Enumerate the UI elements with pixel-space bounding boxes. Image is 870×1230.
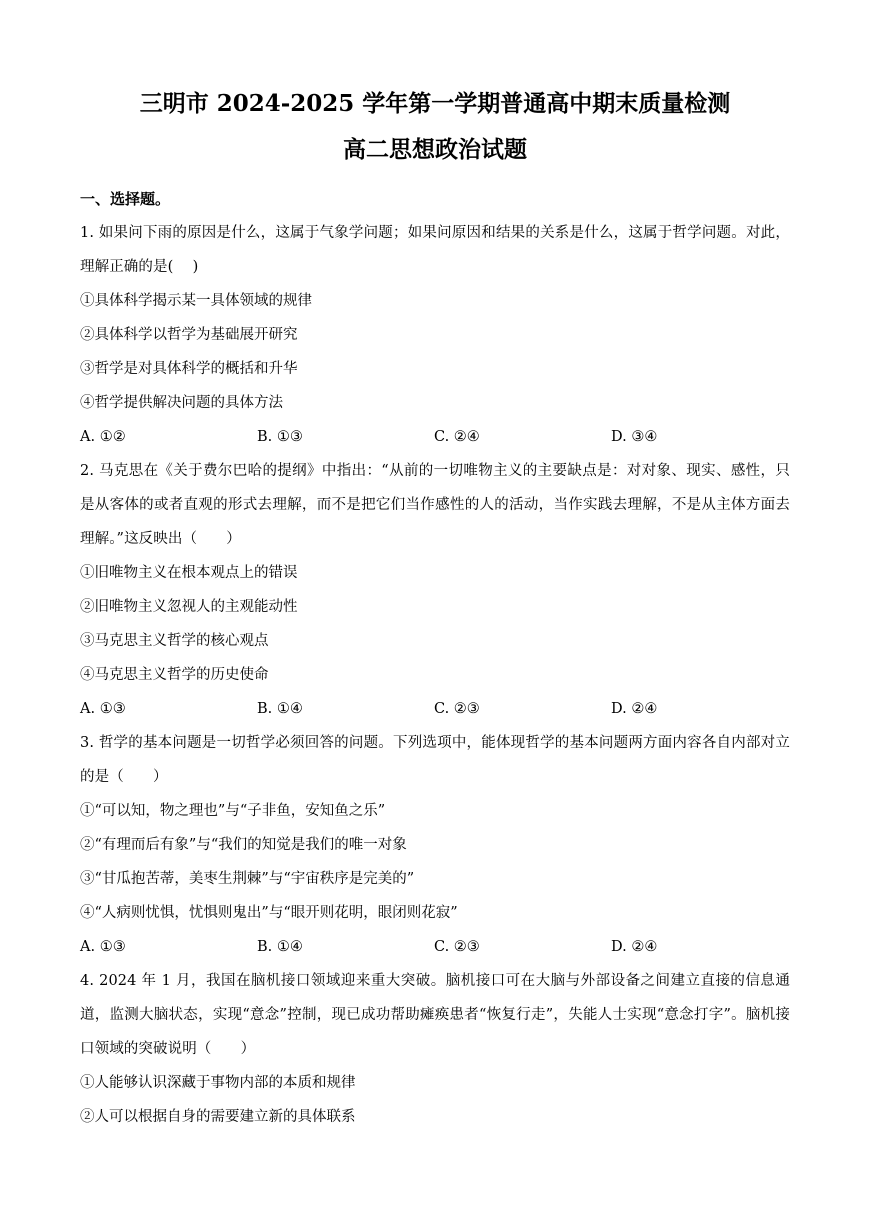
answer-choices — [80, 930, 790, 964]
choice-b: B. ①③ — [257, 429, 303, 445]
choice-b: B. ①④ — [257, 939, 303, 955]
statement-2: ②人可以根据自身的需要建立新的具体联系 — [80, 1109, 356, 1125]
statement-2: ②具体科学以哲学为基础展开研究 — [80, 327, 298, 343]
statement-1: ①具体科学揭示某一具体领域的规律 — [80, 293, 312, 309]
statement-2: ②“有理而后有象”与“我们的知觉是我们的唯一对象 — [80, 837, 407, 853]
answer-choices — [80, 420, 790, 454]
question-2 — [80, 454, 790, 726]
section-heading: 一、选择题。 — [80, 190, 171, 208]
statement-1: ①“可以知，物之理也”与“子非鱼，安知鱼之乐” — [80, 803, 386, 819]
statement-3: ③哲学是对具体科学的概括和升华 — [80, 361, 298, 377]
statement-4: ④“人病则忧惧，忧惧则鬼出”与“眼开则花明，眼闭则花寂” — [80, 905, 458, 921]
question-stem: 1. 如果问下雨的原因是什么，这属于气象学问题；如果问原因和结果的关系是什么，这属于哲学问题。对此，理解正确的是( ) — [80, 225, 790, 275]
statement-1: ①旧唯物主义在根本观点上的错误 — [80, 565, 298, 581]
statement-3: ③“甘瓜抱苦蒂，美枣生荆棘”与“宇宙秩序是完美的” — [80, 871, 415, 887]
statement-4: ④哲学提供解决问题的具体方法 — [80, 395, 283, 411]
choice-b: B. ①④ — [257, 701, 303, 717]
statement-3: ③马克思主义哲学的核心观点 — [80, 633, 269, 649]
choice-c: C. ②④ — [434, 429, 480, 445]
answer-choices — [80, 692, 790, 726]
choice-a: A. ①③ — [80, 939, 126, 955]
statement-1: ①人能够认识深藏于事物内部的本质和规律 — [80, 1075, 356, 1091]
statement-4: ④马克思主义哲学的历史使命 — [80, 667, 269, 683]
question-1 — [80, 216, 790, 454]
question-3 — [80, 726, 790, 964]
choice-a: A. ①② — [80, 429, 126, 445]
statement-2: ②旧唯物主义忽视人的主观能动性 — [80, 599, 298, 615]
choice-d: D. ②④ — [611, 939, 658, 955]
question-stem: 2. 马克思在《关于费尔巴哈的提纲》中指出：“从前的一切唯物主义的主要缺点是：对对象、现实、感性，只是从客体的或者直观的形式去理解，而不是把它们当作感性的人的活动，当作实践去理解，不是从主体方面去理解。”这反映出（ ） — [80, 463, 790, 547]
choice-d: D. ②④ — [611, 701, 658, 717]
exam-title-line1: 三明市 2024-2025 学年第一学期普通高中期末质量检测 — [139, 90, 731, 117]
choice-a: A. ①③ — [80, 701, 126, 717]
question-stem: 4. 2024 年 1 月，我国在脑机接口领域迎来重大突破。脑机接口可在大脑与外部设备之间建立直接的信息通道，监测大脑状态，实现“意念”控制，现已成功帮助瘫痪患者“恢复行走”，失能人士实现“意念打字”。脑机接口领域的突破说明（ ） — [80, 973, 790, 1057]
choice-d: D. ③④ — [611, 429, 658, 445]
question-stem: 3. 哲学的基本问题是一切哲学必须回答的问题。下列选项中，能体现哲学的基本问题两方面内容各自内部对立的是（ ） — [80, 735, 790, 785]
choice-c: C. ②③ — [434, 701, 480, 717]
exam-title-line2: 高二思想政治试题 — [343, 136, 527, 163]
question-4 — [80, 964, 790, 1134]
choice-c: C. ②③ — [434, 939, 480, 955]
